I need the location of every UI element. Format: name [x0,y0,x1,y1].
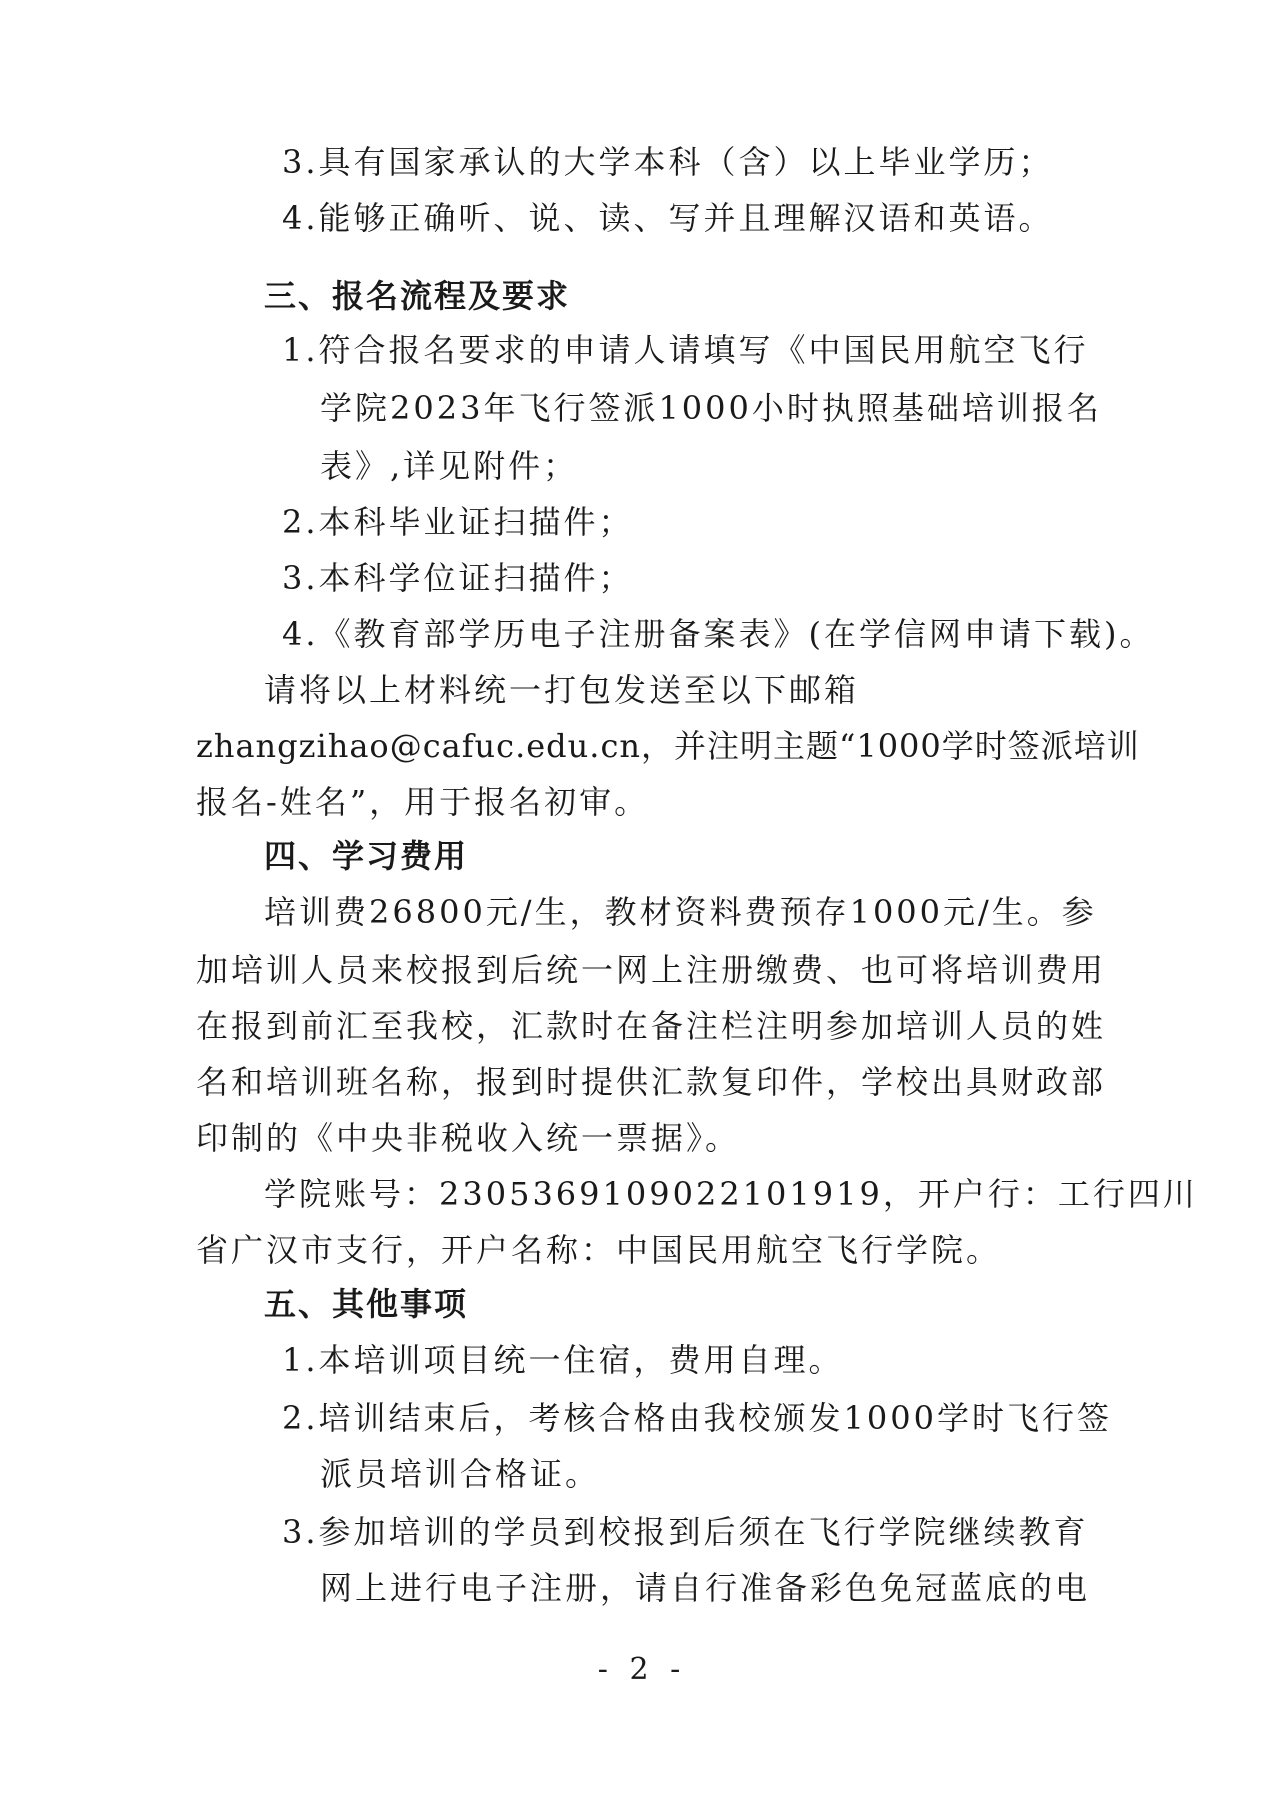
requirement-4: 4.能够正确听、说、读、写并且理解汉语和英语。 [282,199,1054,237]
email-instruction-line-2: zhangzihao@cafuc.edu.cn，并注明主题“1000学时签派培训 [196,727,1140,765]
procedure-1-line-2: 学院2023年飞行签派1000小时执照基础培训报名 [320,389,1102,427]
requirement-3: 3.具有国家承认的大学本科（含）以上毕业学历； [282,143,1054,181]
fees-line-5: 印制的《中央非税收入统一票据》。 [196,1119,741,1157]
other-1: 1.本培训项目统一住宿，费用自理。 [282,1341,844,1379]
procedure-1-line-3: 表》,详见附件； [320,447,579,485]
procedure-4: 4.《教育部学历电子注册备案表》(在学信网申请下载)。 [282,615,1155,653]
other-2-line-1: 2.培训结束后，考核合格由我校颁发1000学时飞行签 [282,1399,1112,1437]
section-3-heading: 三、报名流程及要求 [264,277,571,315]
procedure-2: 2.本科毕业证扫描件； [282,503,634,541]
fees-line-2: 加培训人员来校报到后统一网上注册缴费、也可将培训费用 [196,951,1107,989]
other-3-line-1: 3.参加培训的学员到校报到后须在飞行学院继续教育 [282,1513,1089,1551]
account-line-2: 省广汉市支行，开户名称：中国民用航空飞行学院。 [196,1231,1002,1269]
procedure-1-line-1: 1.符合报名要求的申请人请填写《中国民用航空飞行 [282,331,1089,369]
section-5-heading: 五、其他事项 [264,1285,469,1323]
procedure-3: 3.本科学位证扫描件； [282,559,634,597]
fees-line-1: 培训费26800元/生，教材资料费预存1000元/生。参 [264,893,1097,931]
fees-line-3: 在报到前汇至我校，汇款时在备注栏注明参加培训人员的姓 [196,1007,1107,1045]
other-3-line-2: 网上进行电子注册，请自行准备彩色免冠蓝底的电 [320,1569,1091,1607]
page-number: - 2 - [597,1652,687,1687]
email-instruction-line-3: 报名-姓名”，用于报名初审。 [196,783,650,821]
section-4-heading: 四、学习费用 [264,837,469,875]
email-instruction-line-1: 请将以上材料统一打包发送至以下邮箱 [264,671,860,709]
account-line-1: 学院账号：2305369109022101919，开户行：工行四川 [264,1175,1198,1213]
fees-line-4: 名和培训班名称，报到时提供汇款复印件，学校出具财政部 [196,1063,1107,1101]
other-2-line-2: 派员培训合格证。 [320,1455,601,1493]
